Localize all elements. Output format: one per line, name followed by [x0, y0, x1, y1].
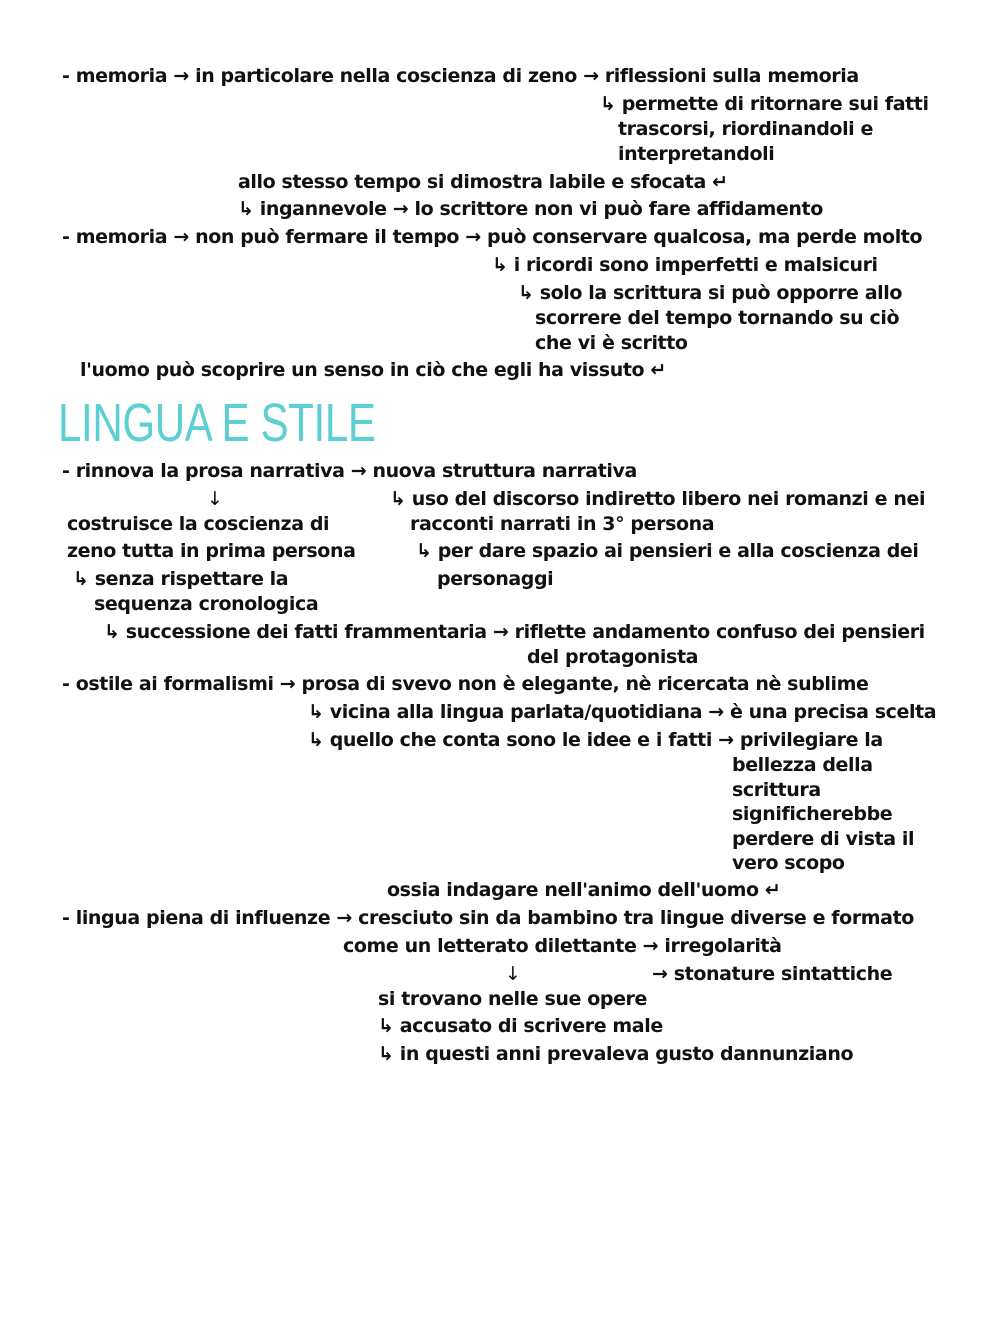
note-line: ↳ vicina alla lingua parlata/quotidiana → è una precisa scelta — [308, 701, 937, 723]
down-arrow: ↓ — [505, 963, 521, 985]
note-line: - ostile ai formalismi → prosa di svevo non è elegante, nè ricercata nè sublime — [62, 673, 869, 695]
down-arrow: ↓ — [207, 488, 223, 510]
note-line: ↳ accusato di scrivere male — [378, 1015, 663, 1037]
note-line: significherebbe — [732, 803, 893, 825]
note-line: si trovano nelle sue opere — [378, 988, 648, 1010]
note-line: ↳ in questi anni prevaleva gusto dannunziano — [378, 1043, 854, 1065]
note-line: ↳ ingannevole → lo scrittore non vi può fare affidamento — [238, 198, 823, 220]
note-line: personaggi — [437, 568, 554, 590]
note-line: ↳ solo la scrittura si può opporre allo — [518, 282, 903, 304]
note-line: allo stesso tempo si dimostra labile e sfocata ↵ — [238, 171, 728, 193]
note-line: l'uomo può scoprire un senso in ciò che egli ha vissuto ↵ — [80, 359, 666, 381]
note-line: ↳ senza rispettare la — [73, 568, 289, 590]
note-line: ↳ quello che conta sono le idee e i fatti → privilegiare la — [308, 729, 883, 751]
note-line: zeno tutta in prima persona — [67, 540, 356, 562]
note-line: - memoria → non può fermare il tempo → può conservare qualcosa, ma perde molto — [62, 226, 923, 248]
note-line: perdere di vista il — [732, 828, 915, 850]
note-line: ↳ uso del discorso indiretto libero nei romanzi e nei — [390, 488, 926, 510]
note-line: ↳ per dare spazio ai pensieri e alla coscienza dei — [416, 540, 919, 562]
note-line: trascorsi, riordinandoli e — [618, 118, 873, 140]
section-title: LINGUA E STILE — [58, 393, 376, 453]
note-line: - lingua piena di influenze → cresciuto sin da bambino tra lingue diverse e formato — [62, 907, 914, 929]
note-line: scorrere del tempo tornando su ciò — [535, 307, 900, 329]
note-line: ↳ successione dei fatti frammentaria → riflette andamento confuso dei pensieri — [104, 621, 925, 643]
note-line: come un letterato dilettante → irregolarità — [343, 935, 782, 957]
note-line: ossia indagare nell'animo dell'uomo ↵ — [387, 879, 781, 901]
note-line: ↳ i ricordi sono imperfetti e malsicuri — [492, 254, 878, 276]
note-line: scrittura — [732, 779, 821, 801]
note-line: che vi è scritto — [535, 332, 688, 354]
note-line: - rinnova la prosa narrativa → nuova struttura narrativa — [62, 460, 637, 482]
note-line: interpretandoli — [618, 143, 775, 165]
note-line: racconti narrati in 3° persona — [410, 513, 715, 535]
note-line: bellezza della — [732, 754, 873, 776]
note-line: - memoria → in particolare nella coscienza di zeno → riflessioni sulla memoria — [62, 65, 859, 87]
note-line: ↳ permette di ritornare sui fatti — [600, 93, 929, 115]
note-line: sequenza cronologica — [94, 593, 319, 615]
note-line: costruisce la coscienza di — [67, 513, 330, 535]
note-line: vero scopo — [732, 852, 845, 874]
note-line: del protagonista — [527, 646, 699, 668]
note-line: → stonature sintattiche — [652, 963, 893, 985]
